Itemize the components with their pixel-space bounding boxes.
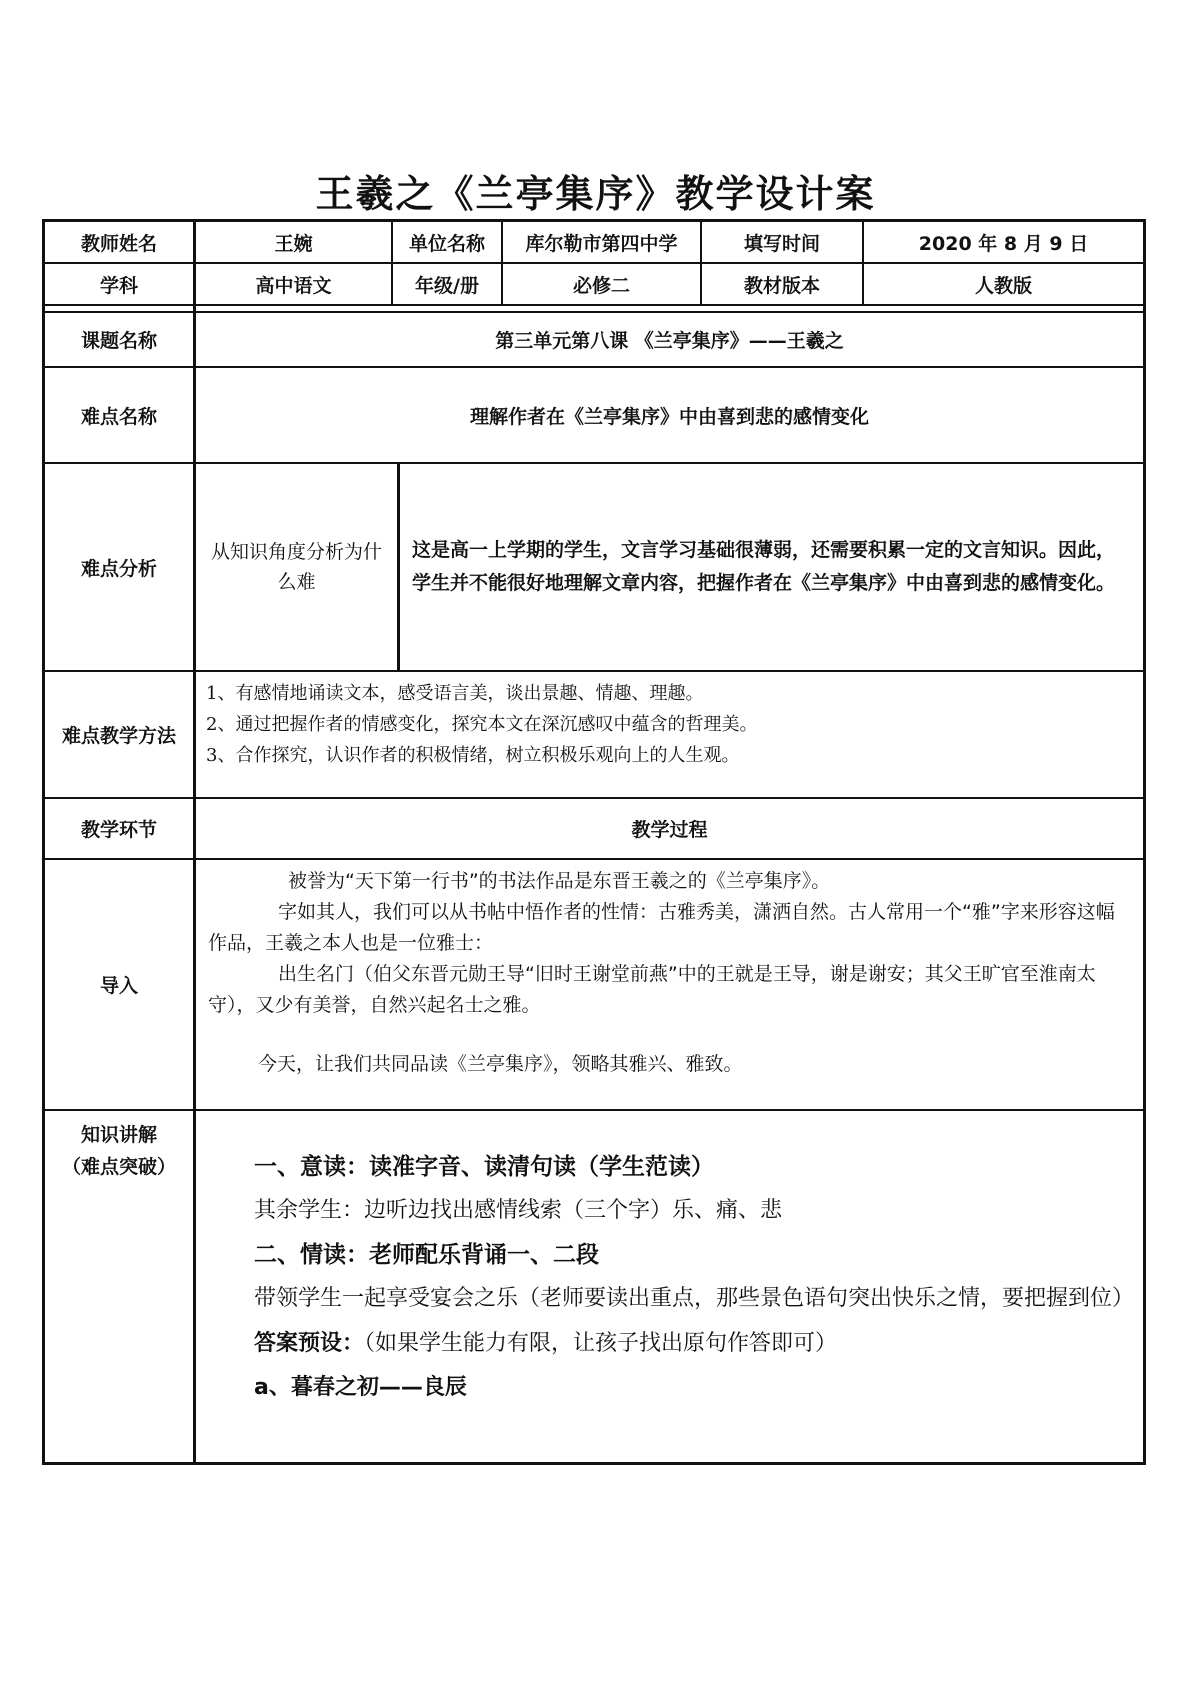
list-item: 2、通过把握作者的情感变化，探究本文在深沉感叹中蕴含的哲理美。 bbox=[206, 714, 758, 735]
teacher-name-value: 王婉 bbox=[274, 232, 313, 255]
difficulty-name-label: 难点名称 bbox=[80, 405, 157, 428]
lesson-name-label: 课题名称 bbox=[80, 330, 157, 352]
analysis-sub-label: 从知识角度分析为什么难 bbox=[210, 541, 382, 593]
intro-label: 导入 bbox=[99, 975, 138, 997]
analysis-label: 难点分析 bbox=[80, 557, 157, 580]
edition-label: 教材版本 bbox=[743, 274, 820, 297]
unit-name-label: 单位名称 bbox=[408, 232, 485, 255]
knowledge-label bbox=[45, 1111, 193, 1462]
answer-label: 答案预设： bbox=[254, 1330, 365, 1356]
unit-name-value: 库尔勒市第四中学 bbox=[525, 232, 678, 255]
grade-label: 年级/册 bbox=[415, 274, 479, 297]
list-item: 3、合作探究，认识作者的积极情绪，树立积极乐观向上的人生观。 bbox=[206, 745, 740, 766]
grade-value: 必修二 bbox=[572, 274, 630, 297]
subject-value: 高中语文 bbox=[255, 274, 332, 297]
page-title: 王羲之《兰亭集序》教学设计案 bbox=[315, 172, 876, 216]
knowledge-label-line1: 知识讲解 bbox=[80, 1124, 157, 1146]
intro-paragraph: 被誉为“天下第一行书”的书法作品是东晋王羲之的《兰亭集序》。 bbox=[288, 870, 831, 892]
methods-list bbox=[196, 672, 1143, 797]
intro-paragraph: 今天，让我们共同品读《兰亭集序》，领略其雅兴、雅致。 bbox=[258, 1053, 743, 1075]
list-item: 1、有感情地诵读文本，感受语言美，谈出景趣、情趣、理趣。 bbox=[206, 683, 704, 704]
section-heading: 二、情读：老师配乐背诵一、二段 bbox=[254, 1242, 599, 1268]
intro-content bbox=[196, 860, 1143, 1109]
intro-paragraph: 字如其人，我们可以从书帖中悟作者的性情：古雅秀美，潇洒自然。古人常用一个“雅”字来形容这幅作品，王羲之本人也是一位雅士： bbox=[208, 901, 1115, 954]
teaching-process-header: 教学过程 bbox=[631, 819, 708, 841]
knowledge-content bbox=[196, 1111, 1143, 1462]
edition-value: 人教版 bbox=[974, 274, 1032, 297]
fill-date-value: 2020 年 8 月 9 日 bbox=[918, 232, 1089, 255]
section-text: 带领学生一起享受宴会之乐（老师要读出重点，那些景色语句突出快乐之情，要把握到位） bbox=[254, 1286, 1135, 1311]
answer-text: （如果学生能力有限，让孩子找出原句作答即可） bbox=[364, 1331, 838, 1356]
section-heading: 一、意读：读准字音、读清句读（学生范读） bbox=[254, 1154, 714, 1180]
difficulty-name-value: 理解作者在《兰亭集序》中由喜到悲的感情变化 bbox=[469, 405, 869, 428]
answer-line bbox=[210, 1321, 837, 1366]
answer-item: a、暮春之初——良辰 bbox=[254, 1375, 467, 1400]
fill-date-label: 填写时间 bbox=[743, 232, 820, 255]
methods-label: 难点教学方法 bbox=[61, 725, 176, 747]
intro-paragraph: 出生名门（伯父东晋元勋王导“旧时王谢堂前燕”中的王就是王导，谢是谢安；其父王旷官至淮南太守），又少有美誉，自然兴起名士之雅。 bbox=[208, 963, 1096, 1016]
subject-label: 学科 bbox=[99, 274, 138, 297]
teaching-stage-header: 教学环节 bbox=[80, 819, 157, 841]
lesson-name-value: 第三单元第八课 《兰亭集序》——王羲之 bbox=[495, 330, 844, 352]
teacher-name-label: 教师姓名 bbox=[80, 232, 157, 255]
knowledge-label-line2: （难点突破） bbox=[61, 1156, 176, 1178]
section-text: 其余学生：边听边找出感情线索（三个字）乐、痛、悲 bbox=[254, 1198, 783, 1223]
analysis-text: 这是高一上学期的学生，文言学习基础很薄弱，还需要积累一定的文言知识。因此，学生并不能很好地理解文章内容，把握作者在《兰亭集序》中由喜到悲的感情变化。 bbox=[412, 539, 1116, 594]
lesson-plan-table bbox=[42, 219, 1146, 1464]
